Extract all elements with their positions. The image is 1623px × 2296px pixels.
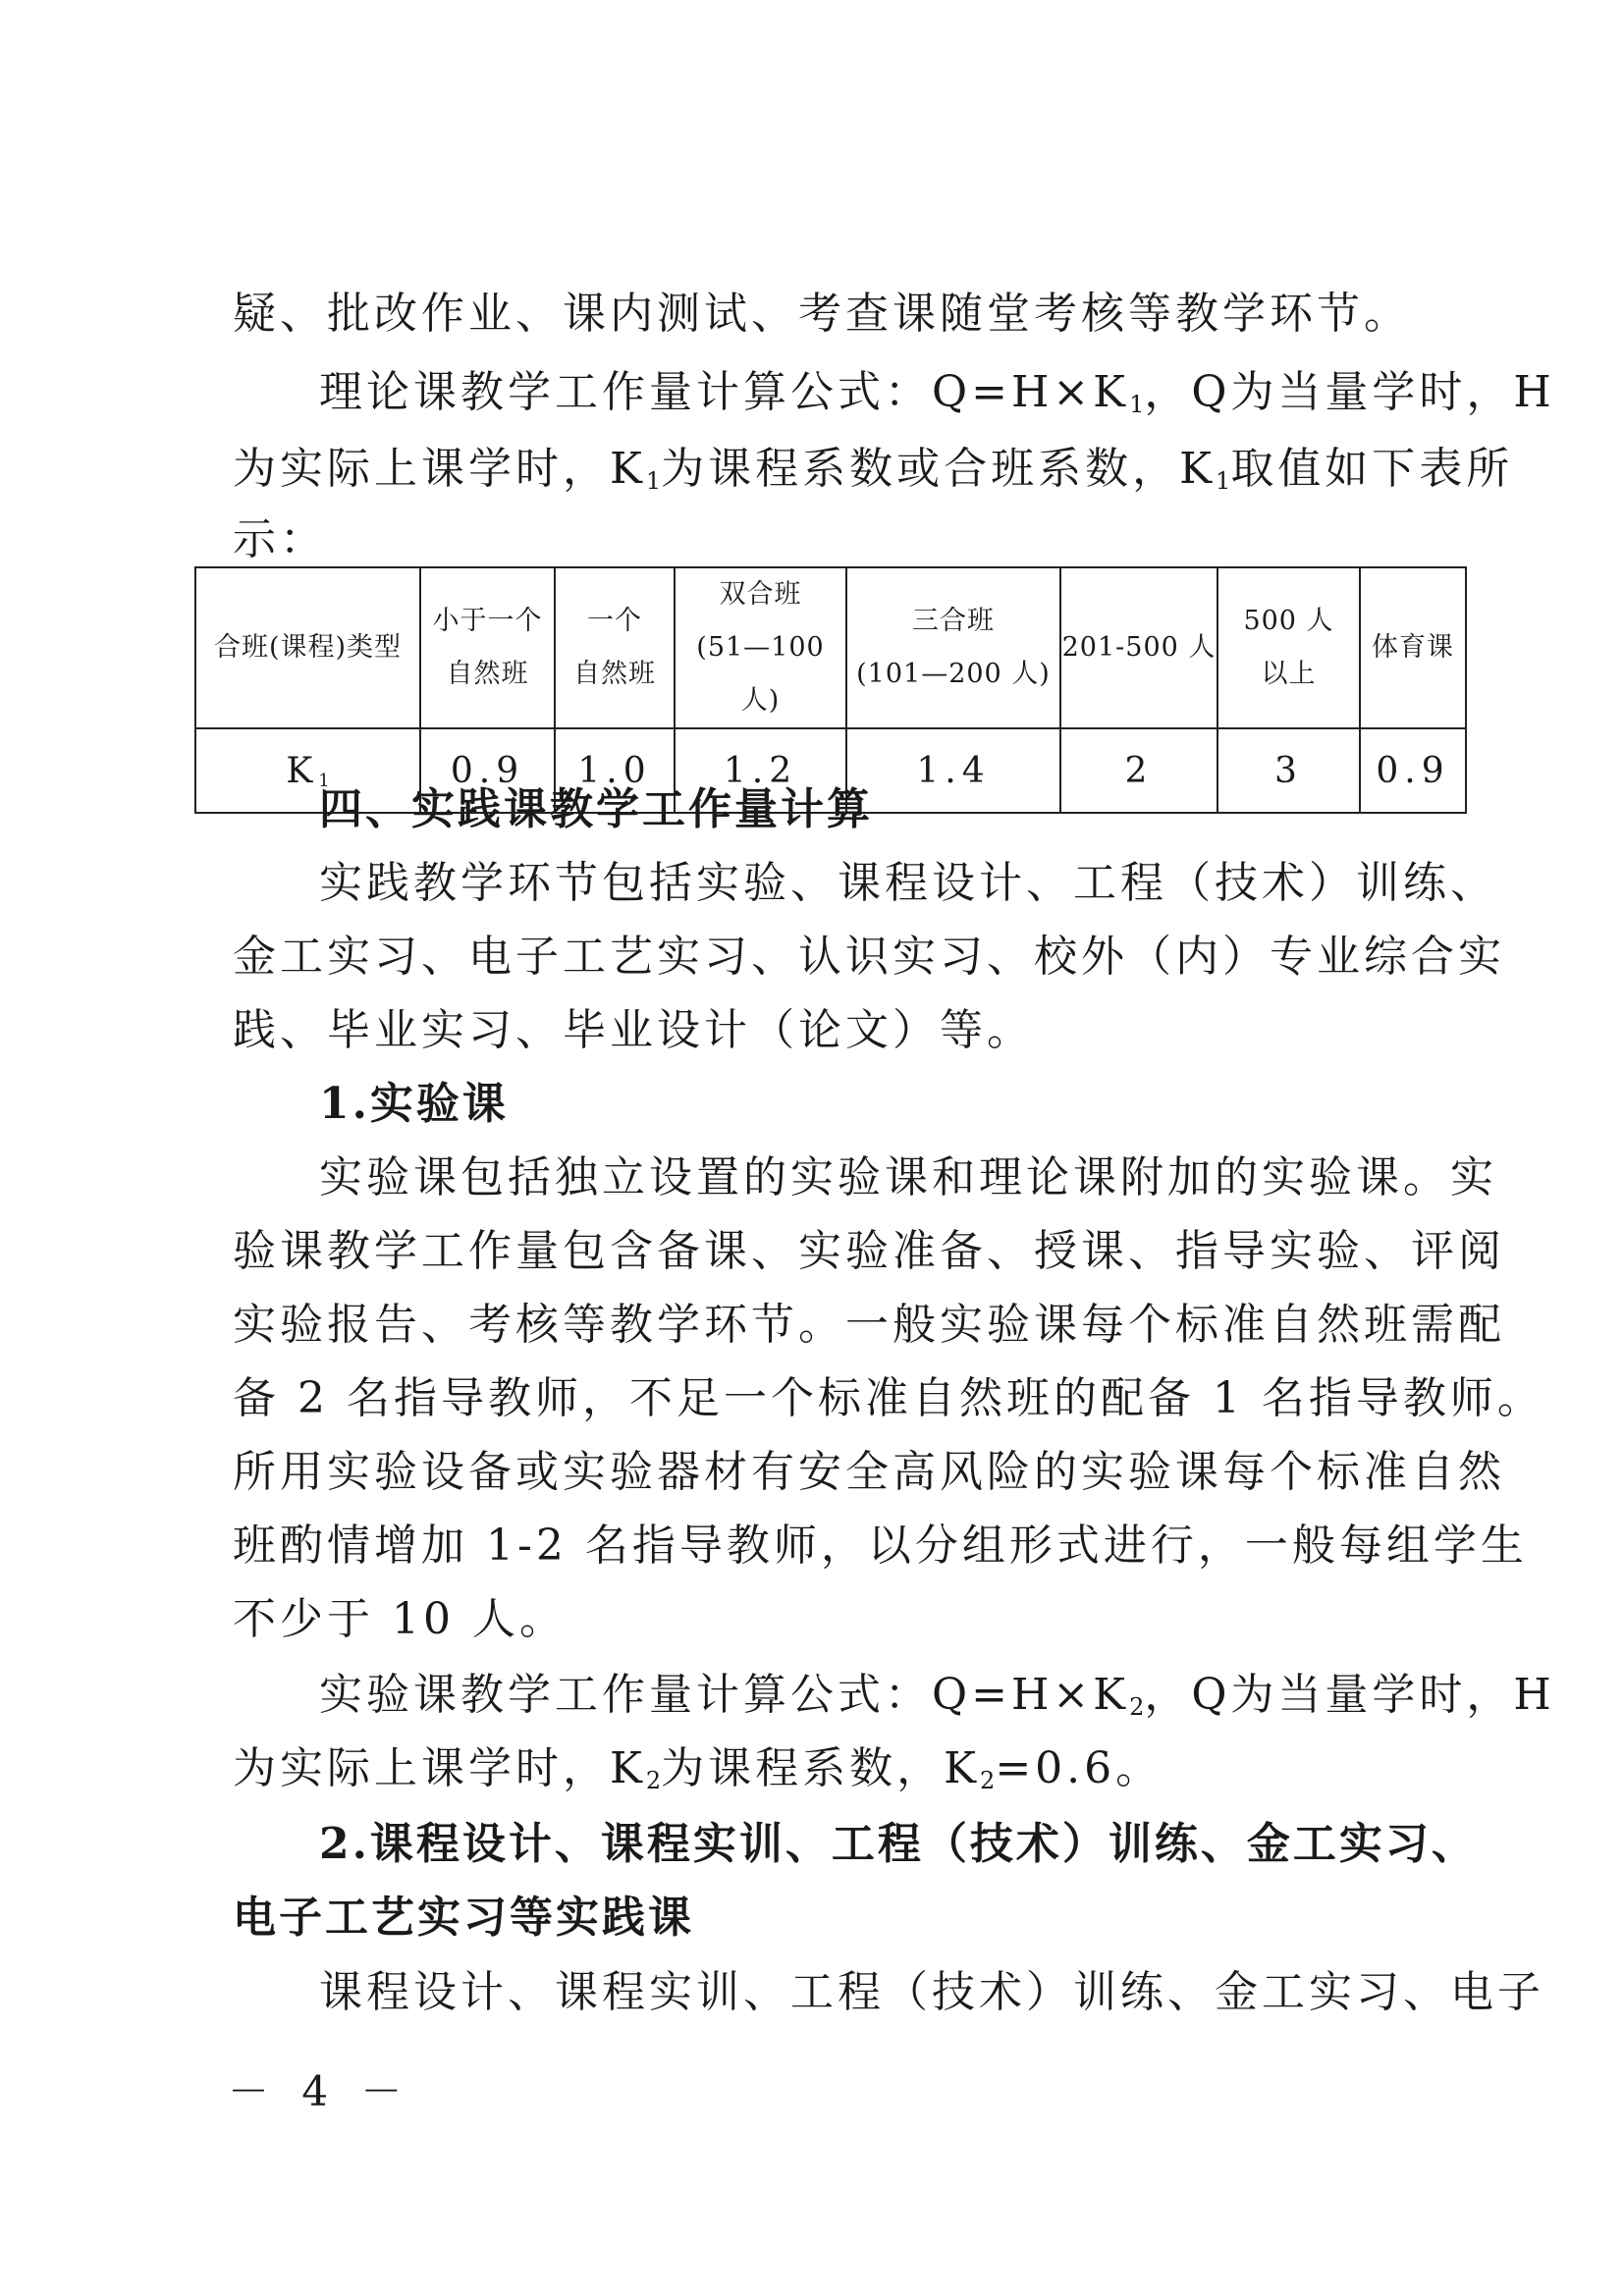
table-header-cell: 合班(课程)类型 (195, 567, 420, 728)
paragraph-text: 为实际上课学时，K (233, 444, 646, 494)
paragraph-line: 备 2 名指导教师，不足一个标准自然班的配备 1 名指导教师。 (233, 1373, 1544, 1423)
subscript: 2 (645, 1767, 662, 1794)
table-header-cell: 小于一个 自然班 (420, 567, 555, 728)
subsection-heading: 2.课程设计、课程实训、工程（技术）训练、金工实习、 (319, 1819, 1478, 1869)
paragraph-line: 不少于 10 人。 (233, 1594, 567, 1644)
paragraph-line: 实验课包括独立设置的实验课和理论课附加的实验课。实 (319, 1152, 1497, 1202)
paragraph-line: 实践教学环节包括实验、课程设计、工程（技术）训练、 (319, 858, 1497, 908)
coefficient-table (194, 566, 1467, 814)
table-header-row (195, 567, 1466, 728)
paragraph-text: =0.6。 (995, 1743, 1163, 1793)
paragraph-line: 班酌情增加 1-2 名指导教师，以分组形式进行，一般每组学生 (233, 1521, 1528, 1571)
subscript: 1 (1216, 467, 1231, 495)
table-cell: 1.0 (555, 728, 675, 813)
paragraph-line: 践、毕业实习、毕业设计（论文）等。 (233, 1005, 1034, 1055)
paragraph-text: 为课程系数，K (661, 1743, 981, 1793)
paragraph-text: 为实际上课学时，K (233, 1743, 646, 1793)
paragraph-line: 所用实验设备或实验器材有安全高风险的实验课每个标准自然 (233, 1447, 1505, 1497)
formula-text: 实验课教学工作量计算公式：Q=H×K (319, 1670, 1130, 1720)
formula-line (319, 363, 1555, 434)
paragraph-line: 疑、批改作业、课内测试、考查课随堂考核等教学环节。 (233, 289, 1411, 339)
table-header-cell: 500 人 以上 (1217, 567, 1360, 728)
table-cell: 1.2 (675, 728, 846, 813)
subscript: 2 (1129, 1693, 1145, 1721)
paragraph-line: 实验报告、考核等教学环节。一般实验课每个标准自然班需配 (233, 1300, 1505, 1350)
paragraph-text: 取值如下表所 (1230, 444, 1514, 494)
formula-text: 理论课教学工作量计算公式：Q=H×K (319, 367, 1130, 417)
table-cell: 2 (1060, 728, 1217, 813)
paragraph-line (233, 1739, 1431, 1810)
formula-text: ，Q为当量学时，H (1144, 367, 1555, 417)
subscript: 2 (980, 1767, 996, 1794)
section-heading: 四、实践课教学工作量计算 (319, 784, 873, 834)
subsection-heading: 1.实验课 (319, 1079, 509, 1129)
paragraph-line: 验课教学工作量包含备课、实验准备、授课、指导实验、评阅 (233, 1226, 1505, 1276)
table-cell: 3 (1217, 728, 1360, 813)
paragraph-line (233, 440, 1514, 510)
subsection-heading: 电子工艺实习等实践课 (233, 1893, 694, 1943)
page-number: － 4 － (228, 2067, 412, 2115)
subscript: 1 (1129, 391, 1145, 418)
paragraph-line: 课程设计、课程实训、工程（技术）训练、金工实习、电子 (319, 1967, 1544, 2017)
table-header-cell: 体育课 (1360, 567, 1466, 728)
formula-line (319, 1666, 1555, 1736)
formula-text: ，Q为当量学时，H (1144, 1670, 1555, 1720)
subscript: 1 (645, 467, 662, 495)
table-cell: 1.4 (846, 728, 1060, 813)
table-header-cell: 双合班 (51—100 人) (675, 567, 846, 728)
table-header-cell: 一个 自然班 (555, 567, 675, 728)
table-row-label: $K_1$ (195, 728, 420, 813)
table-cell: 0.9 (1360, 728, 1466, 813)
table-cell: 0.9 (420, 728, 555, 813)
paragraph-line: 金工实习、电子工艺实习、认识实习、校外（内）专业综合实 (233, 932, 1505, 982)
paragraph-text: 为课程系数或合班系数，K (661, 444, 1217, 494)
table-header-cell: 201-500 人 (1060, 567, 1217, 728)
paragraph-line: 示： (233, 514, 327, 564)
table-header-cell: 三合班 (101—200 人) (846, 567, 1060, 728)
